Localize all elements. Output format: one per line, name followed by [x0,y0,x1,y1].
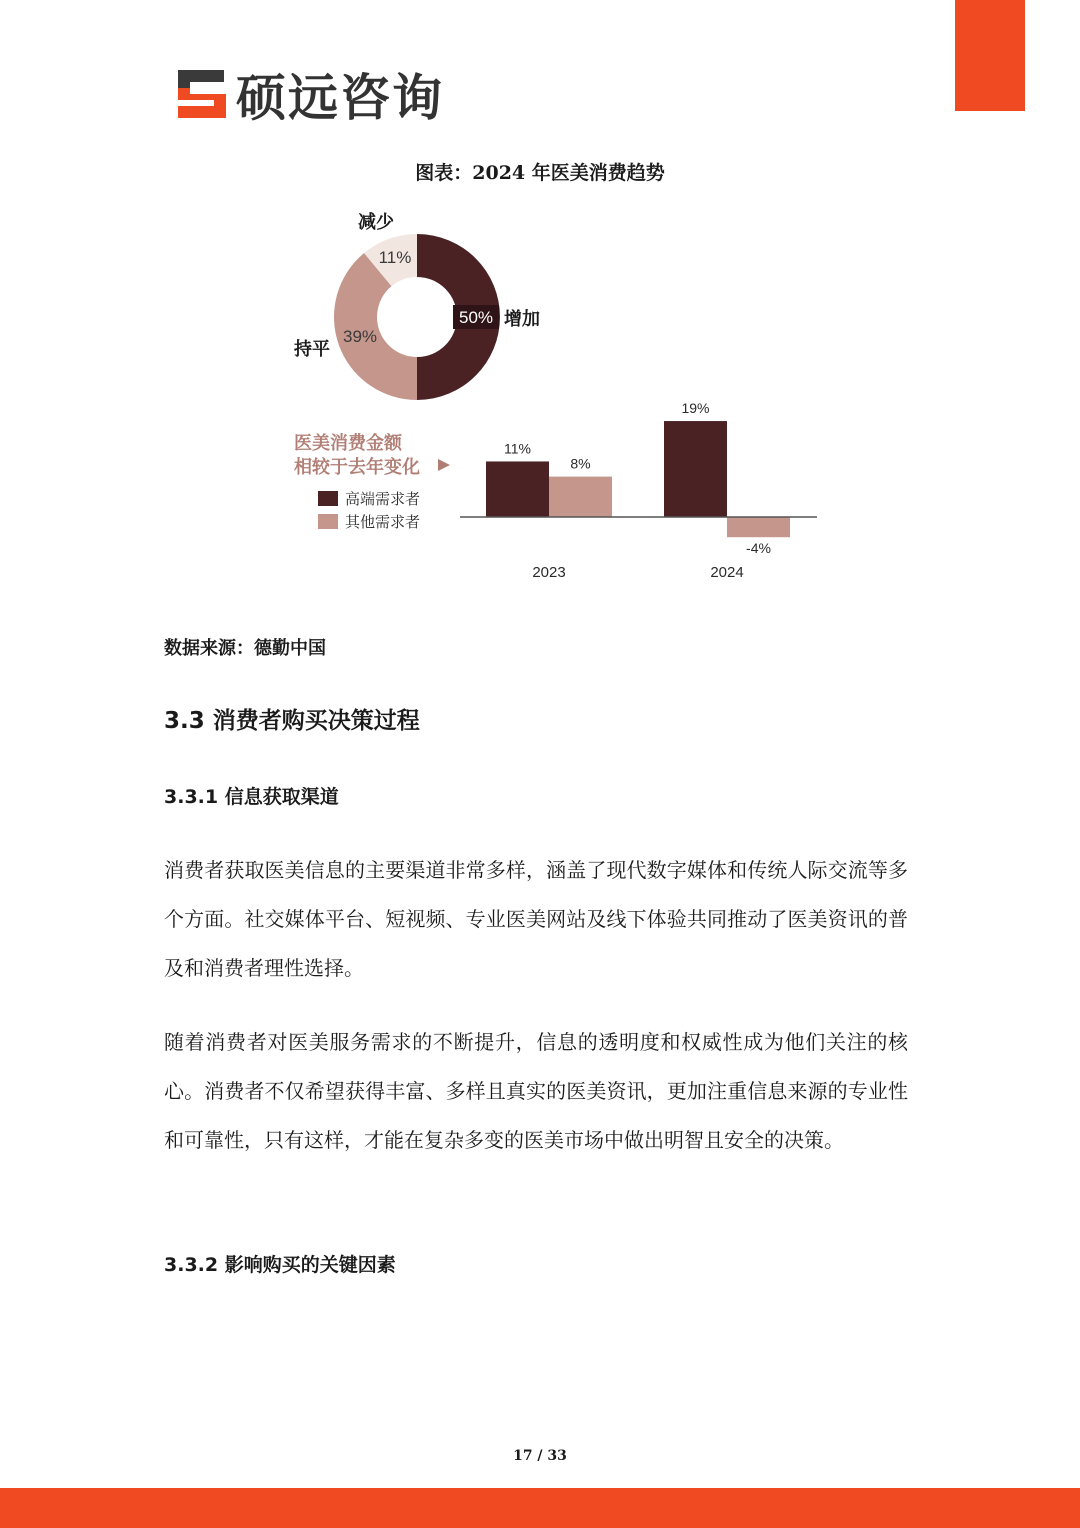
data-source: 数据来源：德勤中国 [164,638,326,659]
paragraph-transparency: 随着消费者对医美服务需求的不断提升，信息的透明度和权威性成为他们关注的核心。消费者不仅希望获得丰富、多样且真实的医美资讯，更加注重信息来源的专业性和可靠性，只有这样，才能在复杂多变的医美市场中做出明智且安全的决策。 [164,1030,908,1152]
bar-value-label: -4% [746,540,771,557]
donut-value-label: 50% [458,308,494,327]
subsection-heading-key-factors: 3.3.2 影响购买的关键因素 [164,1254,396,1276]
figure-title: 图表：2024 年医美消费趋势 [415,162,665,184]
bar-value-label: 19% [681,400,710,417]
paragraph-info-channels: 消费者获取医美信息的主要渠道非常多样，涵盖了现代数字媒体和传统人际交流等多个方面。社交媒体平台、短视频、专业医美网站及线下体验共同推动了医美资讯的普及和消费者理性选择。 [164,858,908,980]
triangle-arrow-icon [438,459,450,471]
bar-chart [294,400,817,581]
brand-logo [176,58,444,130]
section-heading: 3.3 消费者购买决策过程 [164,708,420,734]
legend-swatch [318,491,338,506]
donut-category-label: 增加 [504,309,540,329]
corner-accent-bar [955,0,1025,111]
brand-name: 硕远咨询 [236,69,444,127]
legend-swatch [318,514,338,529]
legend-label: 其他需求者 [345,514,421,531]
donut-value-label: 39% [342,327,378,346]
bar-title-line-2: 相较于去年变化 [294,457,420,477]
donut-value-label: 11% [378,248,412,267]
bar-high-end-2024 [664,421,727,517]
bar-other-2023 [549,477,612,517]
donut-chart [294,211,540,400]
subsection-heading-info-channels: 3.3.1 信息获取渠道 [164,786,339,808]
donut-category-label: 减少 [358,212,394,232]
bar-high-end-2023 [486,461,549,517]
bar-title-line-1: 医美消费金额 [294,433,402,453]
bar-value-label: 11% [504,440,531,457]
x-tick-label: 2023 [532,564,566,581]
legend-label: 高端需求者 [345,491,421,508]
page-number: 17 / 33 [513,1448,567,1464]
chart-figure [260,200,840,600]
s-block-logo-icon [176,68,228,120]
bar-other-2024 [727,517,790,537]
donut-category-label: 持平 [294,339,330,359]
x-tick-label: 2024 [710,564,744,581]
footer-accent-bar [0,1488,1080,1528]
bar-value-label: 8% [570,455,591,472]
